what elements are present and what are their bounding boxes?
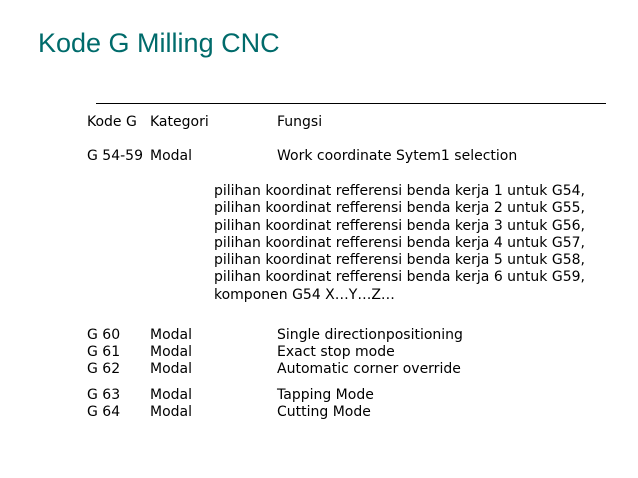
header-category: Kategori	[150, 114, 209, 130]
description-line: pilihan koordinat refferensi benda kerja 4 untuk G57,	[214, 234, 585, 251]
row-g61-category: Modal	[150, 344, 192, 360]
row-g63-function: Tapping Mode	[277, 387, 374, 403]
title-divider	[96, 103, 606, 104]
row-g64-function: Cutting Mode	[277, 404, 371, 420]
row-g60-category: Modal	[150, 327, 192, 343]
description-line: pilihan koordinat refferensi benda kerja 2 untuk G55,	[214, 200, 585, 217]
row-g62-function: Automatic corner override	[277, 361, 461, 377]
row-g64-code: G 64	[87, 404, 121, 420]
slide-title: Kode G Milling CNC	[38, 28, 280, 58]
description-line: pilihan koordinat refferensi benda kerja 5 untuk G58,	[214, 252, 585, 269]
header-function: Fungsi	[277, 114, 323, 130]
g54-code: G 54-59	[87, 148, 143, 164]
row-g61-function: Exact stop mode	[277, 344, 395, 360]
description-line: pilihan koordinat refferensi benda kerja 6 untuk G59,	[214, 269, 585, 286]
description-line: komponen G54 X…Y…Z…	[214, 286, 395, 303]
row-g64-category: Modal	[150, 404, 192, 420]
row-g62-category: Modal	[150, 361, 192, 377]
row-g63-code: G 63	[87, 387, 121, 403]
row-g63-category: Modal	[150, 387, 192, 403]
row-g61-code: G 61	[87, 344, 121, 360]
header-code: Kode G	[87, 114, 137, 130]
description-line: pilihan koordinat refferensi benda kerja 1 untuk G54,	[214, 183, 585, 199]
g54-function: Work coordinate Sytem1 selection	[277, 148, 518, 164]
g54-description	[214, 183, 585, 304]
g54-category: Modal	[150, 148, 192, 164]
row-g62-code: G 62	[87, 361, 121, 377]
description-line: pilihan koordinat refferensi benda kerja 3 untuk G56,	[214, 217, 585, 234]
row-g60-code: G 60	[87, 327, 121, 343]
row-g60-function: Single directionpositioning	[277, 327, 463, 343]
